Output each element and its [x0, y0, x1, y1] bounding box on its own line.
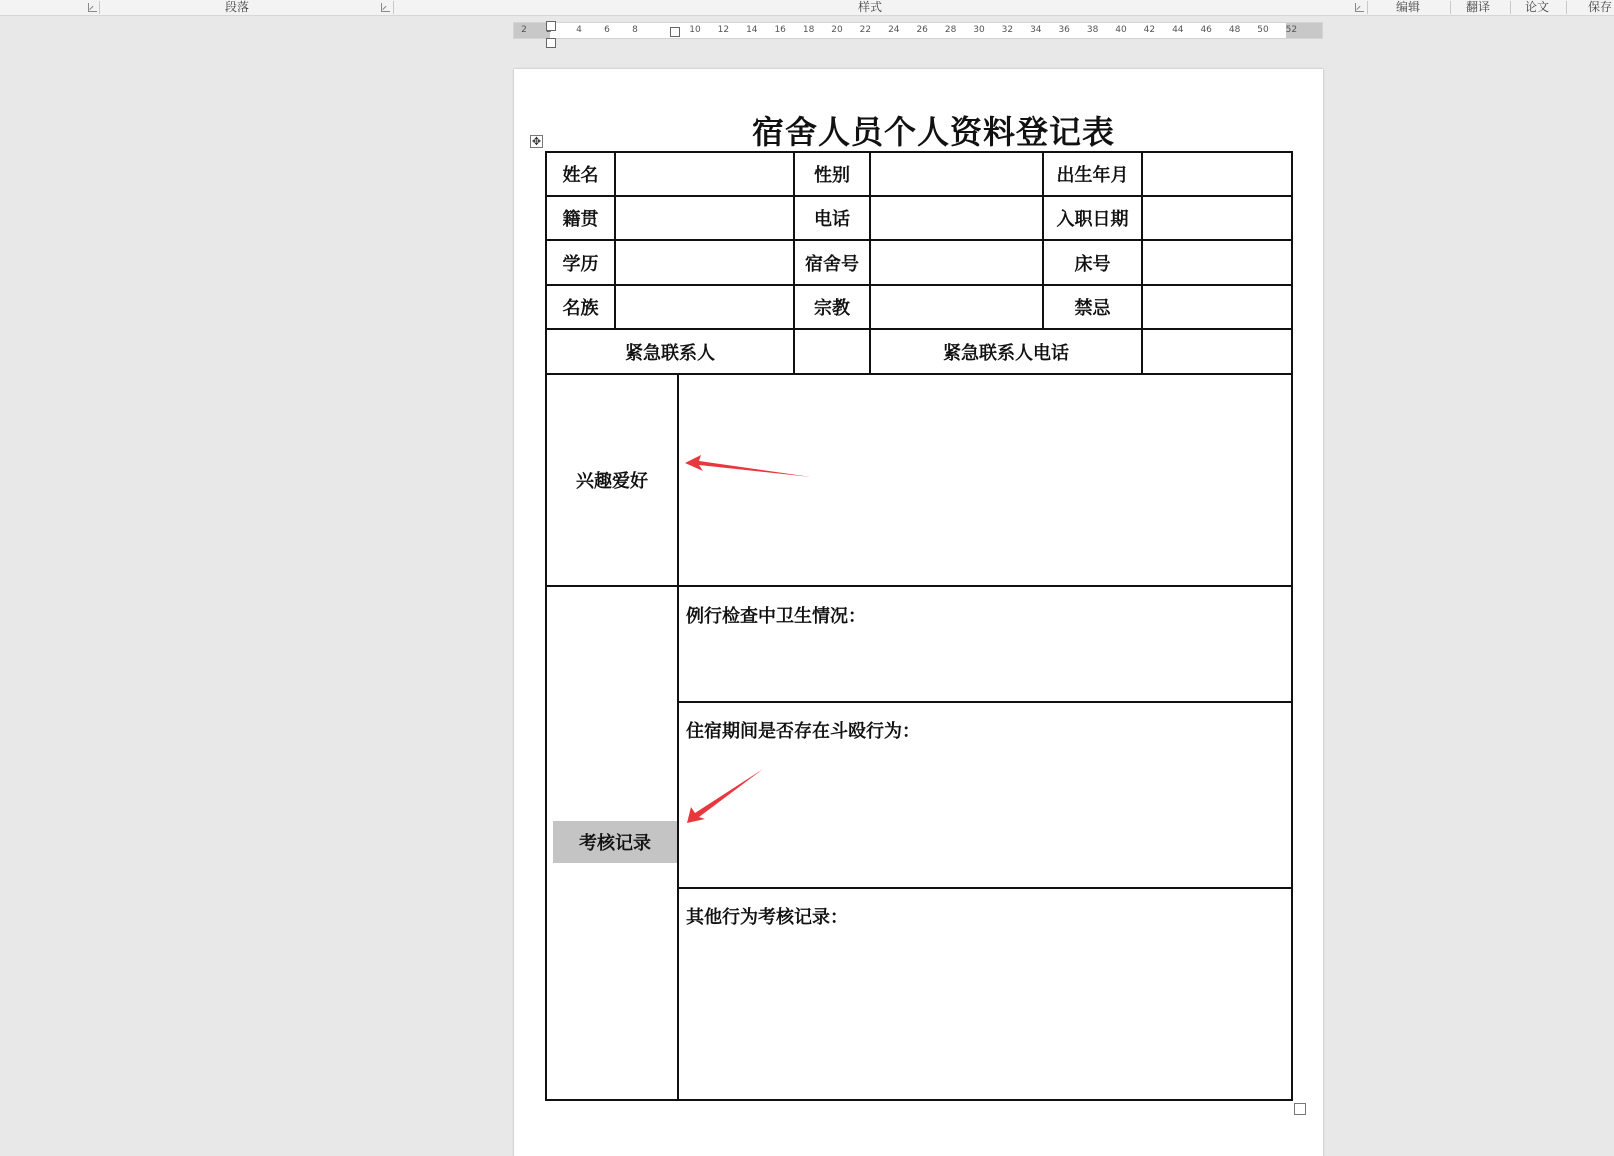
- document-title[interactable]: 宿舍人员个人资料登记表: [751, 113, 1115, 151]
- input-phone[interactable]: [871, 197, 1042, 239]
- ruler-tick-label: 32: [1001, 25, 1014, 35]
- label-religion[interactable]: 宗教: [814, 298, 850, 319]
- ribbon-group-editing: 编辑: [1396, 0, 1421, 14]
- label-emergency-phone[interactable]: 紧急联系人电话: [943, 342, 1069, 364]
- column-marker[interactable]: [670, 27, 680, 37]
- label-hygiene-check[interactable]: 例行检查中卫生情况：: [686, 606, 866, 627]
- move-cross-icon[interactable]: ✥: [531, 135, 542, 148]
- paragraph-dialog-launcher-icon[interactable]: [381, 3, 390, 12]
- label-phone[interactable]: 电话: [814, 209, 850, 230]
- ruler-tick-label: 22: [859, 25, 872, 35]
- input-gender[interactable]: [871, 153, 1042, 195]
- label-gender[interactable]: 性别: [814, 165, 850, 186]
- resize-square-icon[interactable]: [1294, 1103, 1306, 1115]
- input-emergency-contact[interactable]: [795, 330, 869, 373]
- input-religion[interactable]: [871, 286, 1042, 328]
- label-taboo[interactable]: 禁忌: [1074, 298, 1111, 319]
- label-name[interactable]: 姓名: [562, 165, 599, 186]
- ribbon-group-paragraph: 段落: [225, 0, 250, 14]
- ribbon-group-save: 保存: [1588, 0, 1613, 14]
- ruler-tick-label: 40: [1115, 25, 1127, 35]
- table-row-line: [677, 887, 1293, 889]
- label-review-record[interactable]: 考核记录: [553, 821, 677, 863]
- ribbon-separator: [393, 1, 394, 14]
- ruler-tick-label: 16: [774, 25, 786, 35]
- ribbon-separator: [1367, 1, 1368, 14]
- ruler-tick-label: 12: [717, 25, 730, 35]
- font-dialog-launcher-icon[interactable]: [88, 3, 97, 12]
- styles-dialog-launcher-icon[interactable]: [1355, 3, 1364, 12]
- input-entry-date[interactable]: [1143, 197, 1291, 239]
- input-taboo[interactable]: [1143, 286, 1291, 328]
- input-dorm-number[interactable]: [871, 241, 1042, 284]
- ruler-tick-label: 6: [604, 25, 610, 35]
- label-dorm-number[interactable]: 宿舍号: [805, 253, 859, 275]
- ruler-tick-label: 52: [1285, 25, 1298, 35]
- table-row-line: [677, 701, 1293, 703]
- red-arrow-shape: [687, 769, 763, 823]
- red-arrow-icon: [685, 769, 775, 839]
- ribbon-group-paper: 论文: [1525, 0, 1550, 14]
- input-birth-month[interactable]: [1143, 153, 1291, 195]
- table-border-bottom: [545, 1099, 1293, 1101]
- ribbon-group-translate: 翻译: [1466, 0, 1491, 14]
- input-emergency-phone[interactable]: [1143, 330, 1291, 373]
- label-bed-number[interactable]: 床号: [1074, 253, 1111, 275]
- label-emergency-contact[interactable]: 紧急联系人: [625, 342, 715, 364]
- horizontal-ruler[interactable]: [513, 22, 1323, 39]
- input-native-place[interactable]: [616, 197, 793, 239]
- ruler-tick-label: 2: [521, 25, 527, 35]
- ribbon-separator: [1510, 1, 1511, 14]
- first-line-indent-marker[interactable]: [546, 21, 556, 31]
- ruler-tick-label: 10: [689, 25, 701, 35]
- ruler-tick-label: 28: [944, 25, 957, 35]
- registration-table[interactable]: [545, 151, 1293, 1101]
- ruler-tick-label: 20: [831, 25, 843, 35]
- label-other-behavior[interactable]: 其他行为考核记录：: [686, 907, 848, 928]
- ruler-tick-label: 36: [1058, 25, 1070, 35]
- input-ethnicity[interactable]: [616, 286, 793, 328]
- ribbon-separator: [1450, 1, 1451, 14]
- ruler-tick-label: 30: [973, 25, 985, 35]
- label-fighting-behavior[interactable]: 住宿期间是否存在斗殴行为：: [686, 721, 920, 742]
- ruler-tick-label: 8: [632, 25, 638, 35]
- ruler-tick-label: 18: [802, 25, 815, 35]
- input-education[interactable]: [616, 241, 793, 284]
- ribbon-separator: [1566, 1, 1567, 14]
- ruler-tick-label: 24: [888, 25, 900, 35]
- table-row-line: [545, 585, 1293, 587]
- input-bed-number[interactable]: [1143, 241, 1291, 284]
- ruler-tick-label: 38: [1086, 25, 1099, 35]
- ruler-tick-label: 34: [1030, 25, 1042, 35]
- ruler-left-margin: [514, 23, 550, 38]
- label-hobbies[interactable]: 兴趣爱好: [576, 471, 648, 492]
- label-ethnicity[interactable]: 名族: [562, 298, 599, 319]
- left-indent-marker[interactable]: [546, 38, 556, 48]
- ruler-tick-label: 14: [746, 25, 758, 35]
- red-arrow-icon: [685, 451, 825, 491]
- table-border-right: [1291, 151, 1293, 1101]
- ribbon-separator: [99, 1, 100, 14]
- document-page[interactable]: [514, 69, 1323, 1156]
- ruler-tick-label: 50: [1257, 25, 1269, 35]
- ruler-tick-label: 42: [1143, 25, 1156, 35]
- ruler-tick-label: 44: [1172, 25, 1184, 35]
- label-education[interactable]: 学历: [562, 253, 599, 275]
- ribbon-group-styles: 样式: [858, 0, 883, 14]
- ruler-tick-label: 46: [1200, 25, 1212, 35]
- ruler-tick-label: 48: [1228, 25, 1241, 35]
- label-entry-date[interactable]: 入职日期: [1056, 209, 1129, 230]
- ruler-tick-label: 26: [916, 25, 928, 35]
- red-arrow-shape: [685, 455, 811, 477]
- label-native-place[interactable]: 籍贯: [562, 209, 599, 230]
- ribbon-group-bar: [0, 0, 1614, 16]
- label-birth-month[interactable]: 出生年月: [1056, 165, 1129, 186]
- ruler-tick-label: 4: [576, 25, 582, 35]
- input-name[interactable]: [616, 153, 793, 195]
